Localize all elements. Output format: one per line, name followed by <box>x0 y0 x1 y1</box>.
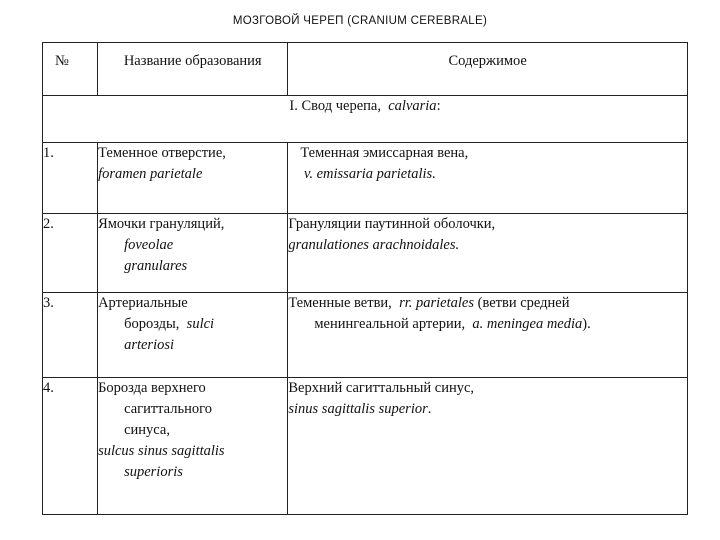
row-content <box>288 378 688 515</box>
row-content <box>288 293 688 378</box>
section-latin: calvaria <box>388 98 437 114</box>
name-latin: sulcus sinus sagittalis <box>98 443 225 459</box>
content-russian: Грануляции паутинной оболочки, <box>288 216 496 232</box>
section-row <box>43 96 688 143</box>
table-row <box>43 214 688 293</box>
content-latin: rr. parietales <box>399 295 474 311</box>
content-russian: менингеальной артерии, <box>314 316 466 332</box>
content-latin: sinus sagittalis superior <box>288 401 428 417</box>
name-russian: сагиттального <box>124 401 212 417</box>
header-content: Содержимое <box>288 43 688 96</box>
name-latin: foveolae <box>124 237 174 253</box>
header-name: Название образования <box>98 43 288 96</box>
name-russian: синуса, <box>124 422 170 438</box>
row-name <box>98 214 288 293</box>
content-latin: a. meningea media <box>472 316 583 332</box>
section-suffix: : <box>436 98 441 114</box>
content-russian: Верхний сагиттальный синус, <box>288 380 475 396</box>
table-row <box>43 378 688 515</box>
name-latin: sulci <box>186 316 215 332</box>
content-line <box>288 314 687 335</box>
table-row <box>43 143 688 214</box>
content-russian: (ветви средней <box>477 295 570 311</box>
row-name <box>98 143 288 214</box>
content-russian: Теменные ветви, <box>288 295 392 311</box>
name-latin: foramen parietale <box>98 166 203 182</box>
row-number: 1. <box>43 143 98 214</box>
row-name <box>98 293 288 378</box>
name-russian: Теменное отверстие, <box>98 145 226 161</box>
row-number: 4. <box>43 378 98 515</box>
content-latin: v. emissaria parietalis. <box>303 166 436 182</box>
name-russian: Ямочки грануляций, <box>98 216 225 232</box>
content-russian: Теменная эмиссарная вена, <box>300 145 469 161</box>
row-number: 3. <box>43 293 98 378</box>
anatomy-table <box>42 42 688 515</box>
name-latin: granulares <box>124 258 188 274</box>
name-line <box>98 314 287 335</box>
name-russian: борозды, <box>124 316 180 332</box>
section-title <box>43 96 688 143</box>
document-title: МОЗГОВОЙ ЧЕРЕП (CRANIUM CEREBRALE) <box>232 15 488 27</box>
content-end: ). <box>582 316 591 332</box>
row-name <box>98 378 288 515</box>
row-number: 2. <box>43 214 98 293</box>
table-header-row <box>43 43 688 96</box>
name-latin: arteriosi <box>124 337 175 353</box>
table-row <box>43 293 688 378</box>
name-russian: Борозда верхнего <box>98 380 206 396</box>
row-content <box>288 143 688 214</box>
name-latin: superioris <box>124 464 183 480</box>
content-end: . <box>427 401 432 417</box>
row-content <box>288 214 688 293</box>
content-latin: granulationes arachnoidales. <box>288 237 460 253</box>
header-number: № <box>43 43 98 96</box>
section-label: I. Свод черепа, <box>289 98 381 114</box>
name-russian: Артериальные <box>98 295 188 311</box>
